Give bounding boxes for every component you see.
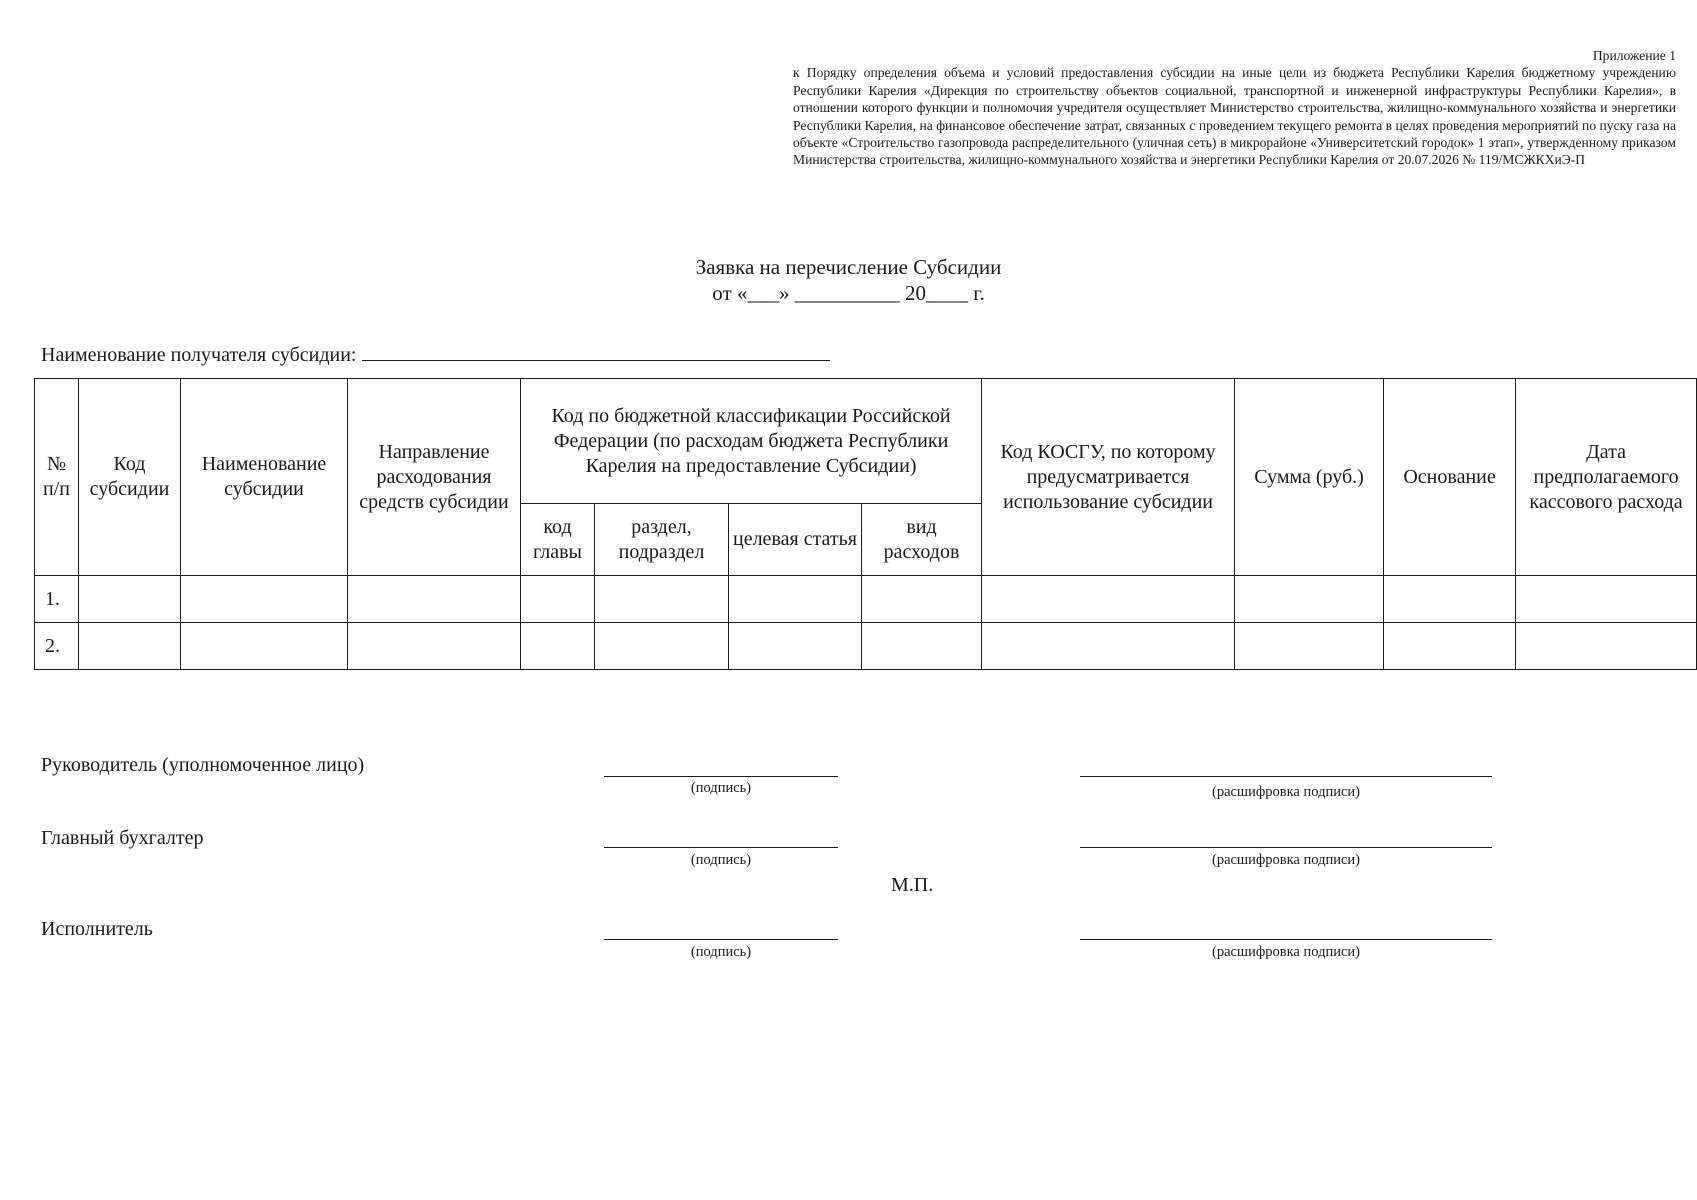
- appendix-block: [793, 47, 1676, 169]
- header-num: № п/п: [35, 379, 79, 576]
- table-cell[interactable]: [521, 576, 595, 623]
- header-code: Код субсидии: [79, 379, 181, 576]
- executor-decode-caption: (расшифровка подписи): [1211, 944, 1361, 960]
- header-section: раздел, подраздел: [595, 504, 729, 576]
- table-cell[interactable]: [181, 623, 348, 670]
- row-number: 2.: [35, 623, 79, 670]
- executor-signature-line[interactable]: [604, 939, 838, 940]
- table-cell[interactable]: [729, 623, 862, 670]
- table-cell[interactable]: [521, 623, 595, 670]
- table-row: [35, 576, 1697, 623]
- table-cell[interactable]: [595, 576, 729, 623]
- header-direction: Направление расходования средств субсидии: [348, 379, 521, 576]
- table-cell[interactable]: [1384, 576, 1516, 623]
- table-cell[interactable]: [729, 576, 862, 623]
- table-cell[interactable]: [982, 623, 1235, 670]
- header-chapter: код главы: [521, 504, 595, 576]
- table-cell[interactable]: [181, 576, 348, 623]
- table-row: [35, 623, 1697, 670]
- recipient-field: [41, 342, 830, 368]
- table-header-row: [35, 379, 1697, 504]
- executor-signature-caption: (подпись): [690, 944, 752, 960]
- header-basis: Основание: [1384, 379, 1516, 576]
- document-title: Заявка на перечисление Субсидии: [695, 255, 1002, 279]
- head-decode-line[interactable]: [1080, 776, 1492, 777]
- table-cell[interactable]: [982, 576, 1235, 623]
- accountant-decode-caption: (расшифровка подписи): [1211, 852, 1361, 868]
- document-date-line: от «___» __________ 20____ г.: [712, 281, 985, 305]
- accountant-decode-line[interactable]: [1080, 847, 1492, 848]
- table-cell[interactable]: [1235, 623, 1384, 670]
- head-signature-label: Руководитель (уполномоченное лицо): [41, 754, 365, 776]
- appendix-title: Приложение 1: [1592, 48, 1676, 63]
- table-cell[interactable]: [595, 623, 729, 670]
- stamp-placeholder: М.П.: [891, 874, 934, 896]
- header-sum: Сумма (руб.): [1235, 379, 1384, 576]
- table-cell[interactable]: [79, 623, 181, 670]
- header-date: Дата предполагаемого кассового расхода: [1516, 379, 1697, 576]
- table-cell[interactable]: [1516, 623, 1697, 670]
- head-signature-caption: (подпись): [690, 780, 752, 796]
- table-cell[interactable]: [79, 576, 181, 623]
- table-cell[interactable]: [348, 623, 521, 670]
- table-cell[interactable]: [1235, 576, 1384, 623]
- appendix-text: к Порядку определения объема и условий предоставления субсидии на иные цели из бюджета Республики Карелия бюджетному учреждению Республики Карелия «Дирекция по строительству объектов социальной, транспортной и инженерной инфраструктуры Республики Карелия», в отношении которого функции и полномочия учредителя осуществляет Министерство строительства, жилищно-коммунального хозяйства и энергетики Республики Карелия, на финансовое обеспечение затрат, связанных с проведением текущего ремонта в целях проведения мероприятий по пуску газа на объекте «Строительство газопровода распределительного (уличная сеть) в микрорайоне «Университетский городок» 1 этап», утвержденному приказом Министерства строительства, жилищно-коммунального хозяйства и энергетики Республики Карелия от 20.07.2026 № 119/МСЖКХиЭ-П: [793, 65, 1676, 168]
- recipient-blank-line[interactable]: [362, 342, 830, 361]
- table-cell[interactable]: [1516, 576, 1697, 623]
- recipient-label: Наименование получателя субсидии:: [41, 344, 357, 366]
- table-cell[interactable]: [1384, 623, 1516, 670]
- header-kosgu: Код КОСГУ, по которому предусматривается использование субсидии: [982, 379, 1235, 576]
- accountant-signature-label: Главный бухгалтер: [41, 827, 204, 849]
- header-target: целевая статья: [729, 504, 862, 576]
- row-number: 1.: [35, 576, 79, 623]
- executor-signature-label: Исполнитель: [41, 918, 153, 940]
- table-cell[interactable]: [862, 623, 982, 670]
- table-cell[interactable]: [862, 576, 982, 623]
- executor-decode-line[interactable]: [1080, 939, 1492, 940]
- accountant-signature-caption: (подпись): [690, 852, 752, 868]
- head-decode-caption: (расшифровка подписи): [1211, 784, 1361, 800]
- header-expense-type: вид расходов: [862, 504, 982, 576]
- header-name: Наименование субсидии: [181, 379, 348, 576]
- accountant-signature-line[interactable]: [604, 847, 838, 848]
- table-cell[interactable]: [348, 576, 521, 623]
- subsidy-table: [34, 378, 1697, 670]
- head-signature-line[interactable]: [604, 776, 838, 777]
- header-budget-classification: Код по бюджетной классификации Российской Федерации (по расходам бюджета Республики Карелия на предоставление Субсидии): [521, 379, 982, 504]
